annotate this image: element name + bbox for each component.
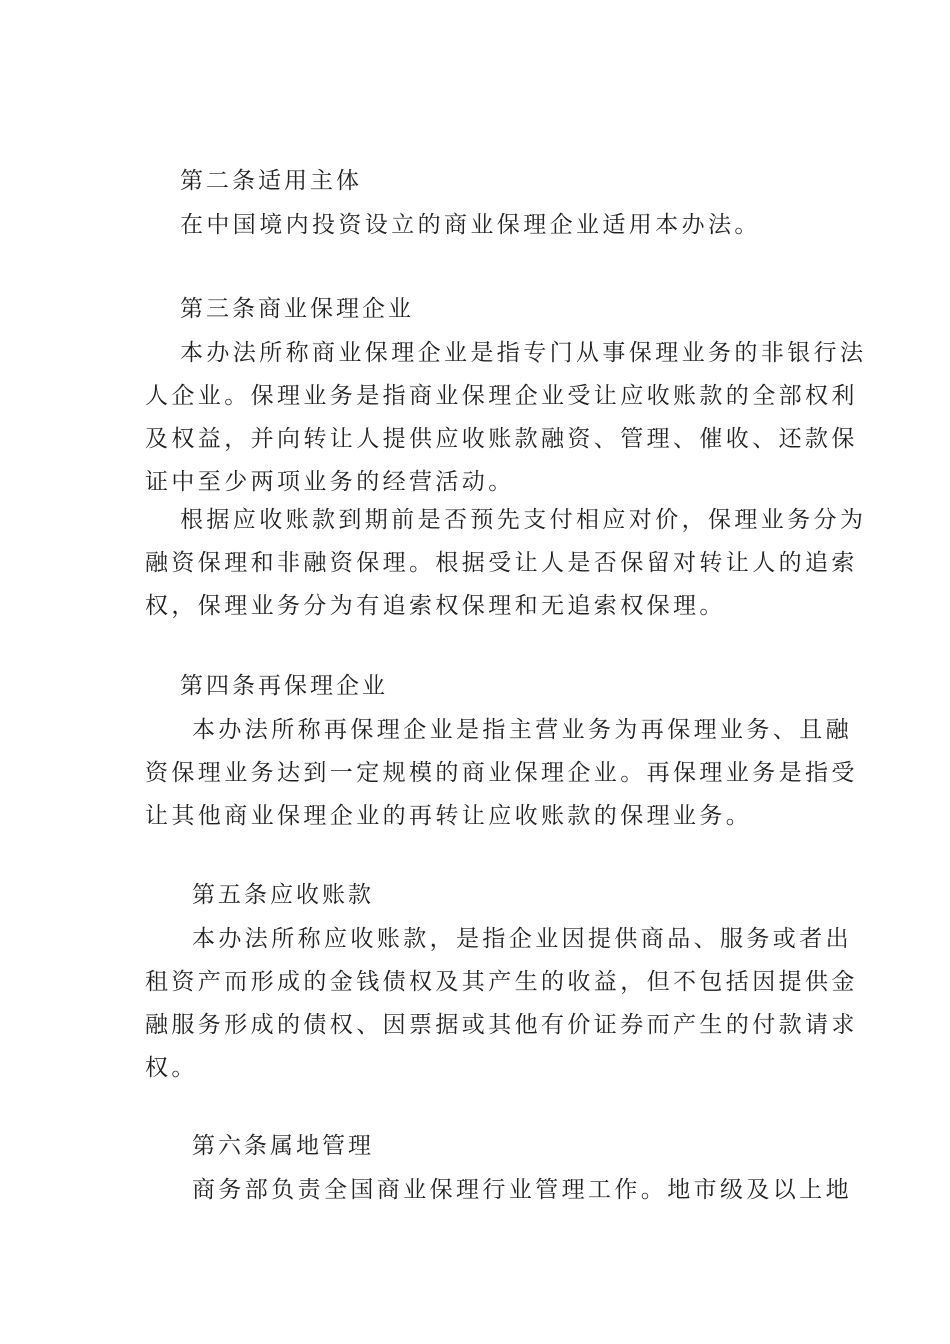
article-3-heading: 第三条商业保理企业 [180, 296, 414, 322]
article-5-heading: 第五条应收账款 [192, 882, 374, 908]
article-4-line-3: 让其他商业保理企业的再转让应收账款的保理业务。 [145, 803, 753, 829]
article-5-line-2: 租资产而形成的金钱债权及其产生的收益，但不包括因提供金 [145, 969, 858, 995]
article-3-line-4: 证中至少两项业务的经营活动。 [145, 469, 515, 495]
article-3-line-6: 融资保理和非融资保理。根据受让人是否保留对转让人的追索 [145, 550, 858, 576]
article-4-line-1: 本办法所称再保理企业是指主营业务为再保理业务、且融 [192, 717, 852, 743]
article-3-line-2: 人企业。保理业务是指商业保理企业受让应收账款的全部权利 [145, 383, 858, 409]
article-5-line-4: 权。 [145, 1055, 198, 1081]
article-3-line-3: 及权益，并向转让人提供应收账款融资、管理、催收、还款保 [145, 426, 858, 452]
article-2-heading: 第二条适用主体 [180, 168, 362, 194]
article-3-line-5: 根据应收账款到期前是否预先支付相应对价，保理业务分为 [180, 507, 867, 533]
article-2-line-1: 在中国境内投资设立的商业保理企业适用本办法。 [180, 212, 761, 238]
article-3-line-7: 权，保理业务分为有追索权保理和无追索权保理。 [145, 593, 726, 619]
article-4-line-2: 资保理业务达到一定规模的商业保理企业。再保理业务是指受 [145, 760, 858, 786]
article-4-heading: 第四条再保理企业 [180, 673, 388, 699]
article-6-heading: 第六条属地管理 [192, 1133, 374, 1159]
article-6-line-1: 商务部负责全国商业保理行业管理工作。地市级及以上地 [192, 1177, 852, 1203]
article-5-line-1: 本办法所称应收账款，是指企业因提供商品、服务或者出 [192, 926, 852, 952]
article-3-line-1: 本办法所称商业保理企业是指专门从事保理业务的非银行法 [180, 340, 867, 366]
article-5-line-3: 融服务形成的债权、因票据或其他有价证券而产生的付款请求 [145, 1012, 858, 1038]
